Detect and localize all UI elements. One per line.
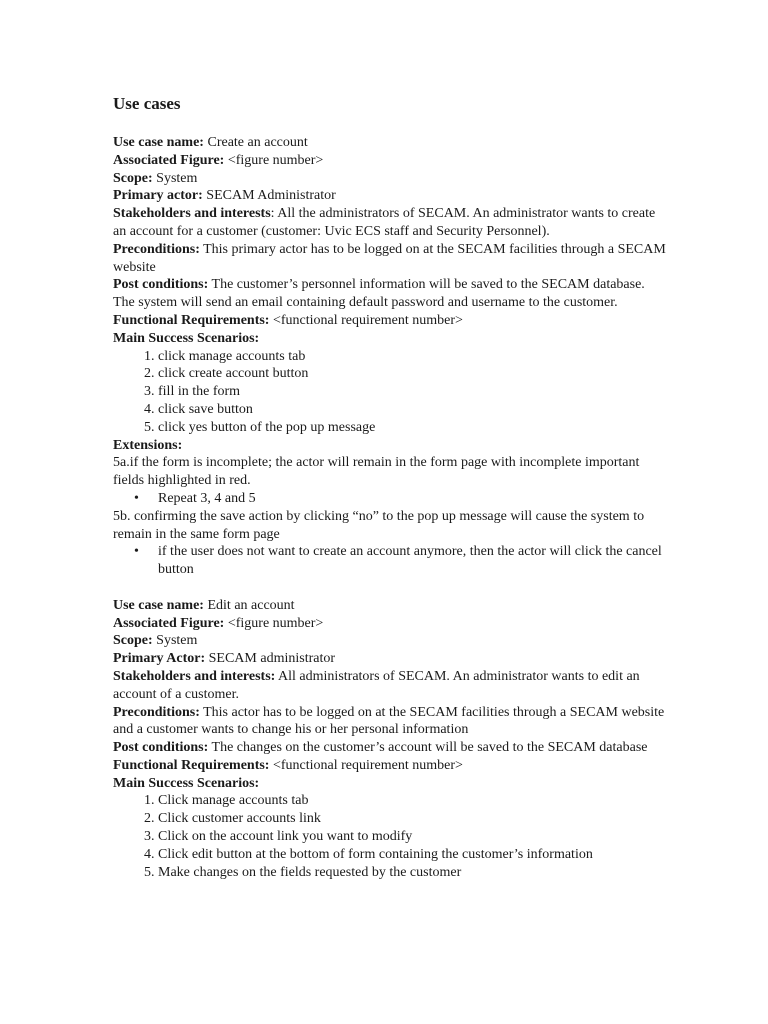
post-conditions: Post conditions: The customer’s personnel information will be saved to the SECAM database. The system will send an email containing default password and username to the customer.	[113, 277, 645, 311]
stakeholders: Stakeholders and interests: All administrators of SECAM. An administrator wants to edit an account of a customer.	[113, 668, 640, 702]
preconditions: Preconditions: This actor has to be logged on at the SECAM facilities through a SECAM website and a customer wants to change his or her personal information	[113, 704, 665, 738]
stakeholders: Stakeholders and interests: All the administrators of SECAM. An administrator wants to create an account for a customer (customer: Uvic ECS staff and Security Personnel).	[113, 206, 656, 239]
functional-requirements: Functional Requirements: <functional requirement number>	[113, 312, 463, 328]
scope: Scope: System	[113, 633, 198, 649]
list-item: 5. Make changes on the fields requested by the customer	[158, 864, 668, 882]
use-case-edit-account	[113, 597, 668, 882]
primary-actor: Primary actor: SECAM Administrator	[113, 188, 336, 204]
list-item: • if the user does not want to create an account anymore, then the actor will click the cancel button	[158, 543, 668, 579]
list-item: 4. click save button	[158, 401, 668, 419]
post-conditions: Post conditions: The changes on the customer’s account will be saved to the SECAM database	[113, 740, 648, 756]
preconditions: Preconditions: This primary actor has to be logged on at the SECAM facilities through a SECAM website	[113, 241, 666, 275]
list-item: 1. click manage accounts tab	[158, 348, 668, 366]
list-item: 1. Click manage accounts tab	[158, 792, 668, 810]
main-success-label: Main Success Scenarios:	[113, 775, 260, 791]
list-item: 2. Click customer accounts link	[158, 810, 668, 828]
list-item: 2. click create account button	[158, 365, 668, 383]
scope: Scope: System	[113, 170, 198, 186]
use-case-name: Use case name: Create an account	[113, 135, 308, 150]
main-success-steps	[113, 348, 668, 437]
use-case-name: Use case name: Edit an account	[113, 597, 295, 613]
extension-5a: 5a.if the form is incomplete; the actor will remain in the form page with incomplete important fields highlighted in red.	[113, 455, 640, 489]
list-item: 4. Click edit button at the bottom of form containing the customer’s information	[158, 846, 668, 864]
list-item: 3. fill in the form	[158, 383, 668, 401]
extension-5b-list	[113, 543, 668, 579]
section-spacer	[113, 579, 668, 597]
functional-requirements: Functional Requirements: <functional requirement number>	[113, 757, 463, 773]
list-item: 5. click yes button of the pop up message	[158, 419, 668, 437]
list-item: 3. Click on the account link you want to modify	[158, 828, 668, 846]
page-heading: Use cases	[113, 94, 181, 113]
extensions-label: Extensions:	[113, 437, 183, 453]
use-case-create-account	[113, 134, 668, 579]
associated-figure: Associated Figure: <figure number>	[113, 615, 324, 631]
main-success-steps	[113, 792, 668, 881]
associated-figure: Associated Figure: <figure number>	[113, 152, 324, 168]
primary-actor: Primary Actor: SECAM administrator	[113, 651, 336, 667]
main-success-label: Main Success Scenarios:	[113, 330, 260, 346]
extension-5b: 5b. confirming the save action by clicking “no” to the pop up message will cause the system to remain in the same form page	[113, 508, 645, 542]
list-item: • Repeat 3, 4 and 5	[158, 490, 668, 508]
extension-5a-list	[113, 490, 668, 508]
